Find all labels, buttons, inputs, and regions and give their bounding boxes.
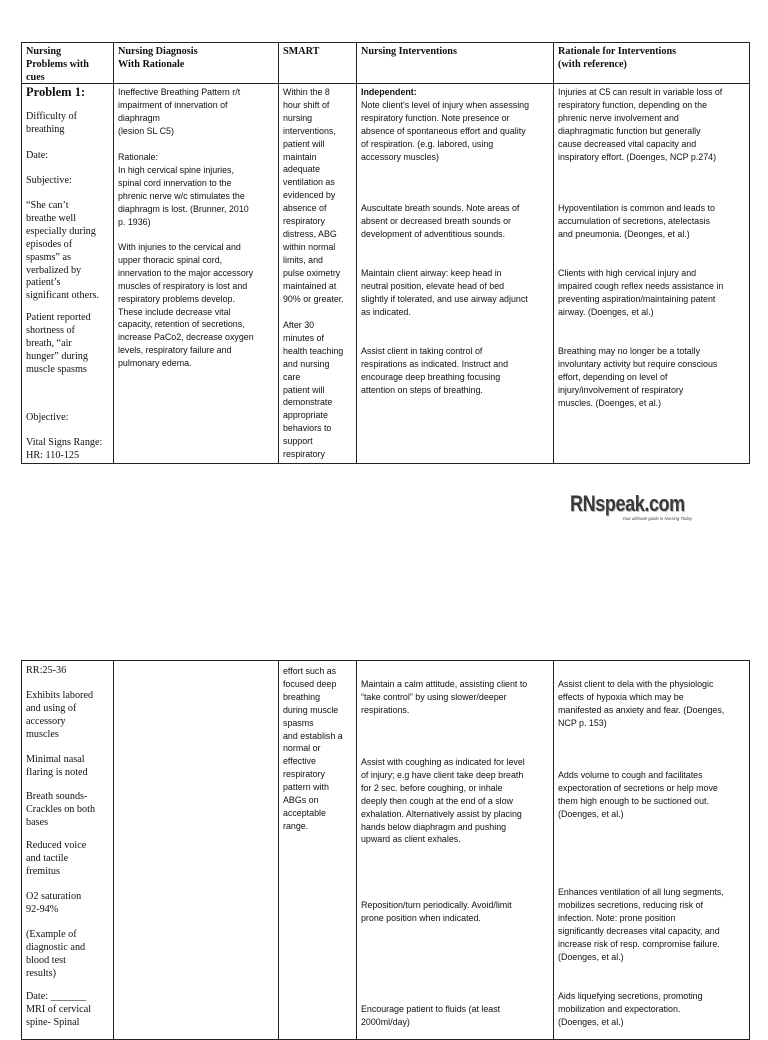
rationale-8: Aids liquefying secretions, promoting mobilization and expectoration. (Doenges, et al.) bbox=[558, 991, 703, 1027]
rnspeak-logo bbox=[570, 491, 696, 527]
cue-breath-sounds: Breath sounds- Crackles on both bases bbox=[26, 791, 96, 828]
cue-objective-label: Objective: bbox=[26, 412, 69, 423]
intervention-2: Auscultate breath sounds. Note areas of absent or decreased breath sounds or development of adventitious sounds. bbox=[361, 203, 520, 239]
column-nursing-diagnosis-cont bbox=[114, 661, 279, 1039]
cue-subjective-label: Subjective: bbox=[26, 175, 72, 186]
care-plan-table-page2 bbox=[21, 660, 750, 1040]
problem-title: Problem 1: bbox=[26, 85, 86, 99]
column-nursing-interventions-cont bbox=[357, 661, 554, 1039]
rationale-4: Breathing may no longer be a totally involuntary activity but require conscious effort, depending on level of injury/involvement of respiratory muscles. (Doenges, et al.) bbox=[558, 346, 718, 408]
column-rationale-cont bbox=[554, 661, 751, 1039]
header-problems-with-cues: Nursing Problems with cues bbox=[26, 46, 89, 83]
rationale-1: Injuries at C5 can result in variable loss of respiratory function, depending on the phrenic nerve involvement and diaphragmatic function but generally cause decreased vital capacity and inspiratory effort. (Doenges, NCP p.274) bbox=[558, 87, 723, 162]
rationale-5: Assist client to dela with the physiologic effects of hypoxia which may be manifested as anxiety and fear. (Doenges, NCP p. 153) bbox=[558, 679, 725, 728]
cue-problem-statement: Difficulty of breathing bbox=[26, 111, 78, 135]
column-nursing-diagnosis bbox=[114, 43, 279, 463]
cue-nasal-flaring: Minimal nasal flaring is noted bbox=[26, 754, 88, 778]
diagnosis-rationale: Rationale: In high cervical spine injuries, spinal cord innervation to the phrenic nerve w/c stimulates the diaphragm is lost. (Brunner, 2010 p. 1936) bbox=[118, 152, 249, 227]
column-smart bbox=[279, 43, 357, 463]
smart-goal-2-cont: effort such as focused deep breathing during muscle spasms and establish a normal or effective respiratory pattern with ABGs on acceptable range. bbox=[283, 666, 343, 831]
column-nursing-interventions bbox=[357, 43, 554, 463]
rationale-7: Enhances ventilation of all lung segments, mobilizes secretions, reducing risk of infection. Note: prone position significantly decreases vital capacity, and increase risk of resp. compromise failure. (Doenges, et al.) bbox=[558, 887, 724, 962]
column-problems-with-cues bbox=[22, 43, 114, 463]
cue-fremitus: Reduced voice and tactile fremitus bbox=[26, 840, 87, 877]
rationale-6: Adds volume to cough and facilitates expectoration of secretions or help move them high enough to be suctioned out. (Doenges, et al.) bbox=[558, 770, 718, 819]
diagnosis-rationale-detail: With injuries to the cervical and upper thoracic spinal cord, innervation to the major accessory muscles of respiratory is lost and respiratory problems develop. These include decrease vital capacity, retention of secretions, increase PaCo2, decrease oxygen levels, respiratory failure and pulmonary edema. bbox=[118, 242, 254, 369]
header-nursing-interventions: Nursing Interventions bbox=[361, 46, 457, 57]
intervention-7: Reposition/turn periodically. Avoid/limit prone position when indicated. bbox=[361, 900, 512, 923]
intervention-5: Maintain a calm attitude, assisting client to “take control” by using slower/deeper respirations. bbox=[361, 679, 528, 715]
cue-labored-breathing: Exhibits labored and using of accessory muscles bbox=[26, 690, 94, 740]
logo-wordmark: RNspeak.com bbox=[570, 491, 685, 516]
rationale-3: Clients with high cervical injury and impaired cough reflex needs assistance in preventing aspiration/maintaining patent airway. (Doenges, et al.) bbox=[558, 268, 724, 317]
header-rationale: Rationale for Interventions (with reference) bbox=[558, 46, 677, 70]
diagnosis-statement: Ineffective Breathing Pattern r/t impairment of innervation of diaphragm (lesion SL C5) bbox=[118, 87, 241, 136]
cue-diagnostic-note: (Example of diagnostic and blood test results) bbox=[26, 929, 86, 979]
cue-o2-saturation: O2 saturation 92-94% bbox=[26, 891, 82, 915]
header-nursing-diagnosis: Nursing Diagnosis With Rationale bbox=[118, 46, 198, 70]
header-smart: SMART bbox=[283, 46, 320, 57]
intervention-8: Encourage patient to fluids (at least 2000ml/day) bbox=[361, 1004, 501, 1027]
cue-subjective-quote: “She can’t breathe well especially during episodes of spasms” as verbalized by patient’s significant others. bbox=[26, 200, 99, 302]
interventions-independent-label: Independent: bbox=[361, 87, 417, 97]
cue-date: Date: bbox=[26, 150, 49, 161]
cue-mri: Date: _______ MRI of cervical spine- Spinal bbox=[26, 991, 92, 1028]
cue-respiratory-rate: RR:25-36 bbox=[26, 665, 67, 676]
column-problems-with-cues-cont bbox=[22, 661, 114, 1039]
rationale-2: Hypoventilation is common and leads to accumulation of secretions, atelectasis and pneumonia. (Deonges, et al.) bbox=[558, 203, 715, 239]
intervention-4: Assist client in taking control of respirations as indicated. Instruct and encourage deep breathing focusing attention on steps of breathing. bbox=[361, 346, 509, 395]
logo-tagline: Your ultimate guide in Nursing Today bbox=[622, 516, 693, 521]
intervention-6: Assist with coughing as indicated for level of injury; e.g have client take deep breath for 2 sec. before coughing, or inhale deeply then cough at the end of a slow exhalation. Alternatively assist by placing hands below diaphragm and pushing upward as client exhales. bbox=[361, 757, 525, 845]
column-smart-cont bbox=[279, 661, 357, 1039]
care-plan-table-page1 bbox=[21, 42, 750, 464]
intervention-3: Maintain client airway: keep head in neutral position, elevate head of bed slightly if tolerated, and use airway adjunct as indicated. bbox=[361, 268, 528, 317]
smart-goal-1: Within the 8 hour shift of nursing interventions, patient will maintain adequate ventilation as evidenced by absence of respiratory distress, ABG within normal limits, and pulse oximetry maintained at 90% or greater. bbox=[283, 87, 344, 304]
intervention-1: Note client’s level of injury when assessing respiratory function. Note presence or absence of spontaneous effort and quality of respiration. (e.g. labored, using accessory muscles) bbox=[361, 100, 530, 162]
cue-patient-report: Patient reported shortness of breath, “air hunger” during muscle spasms bbox=[26, 312, 91, 375]
smart-goal-2: After 30 minutes of health teaching and nursing care patient will demonstrate appropriate behaviors to support respiratory bbox=[283, 320, 344, 460]
column-rationale bbox=[554, 43, 751, 463]
cue-vital-signs: Vital Signs Range: HR: 110-125 bbox=[26, 437, 103, 461]
